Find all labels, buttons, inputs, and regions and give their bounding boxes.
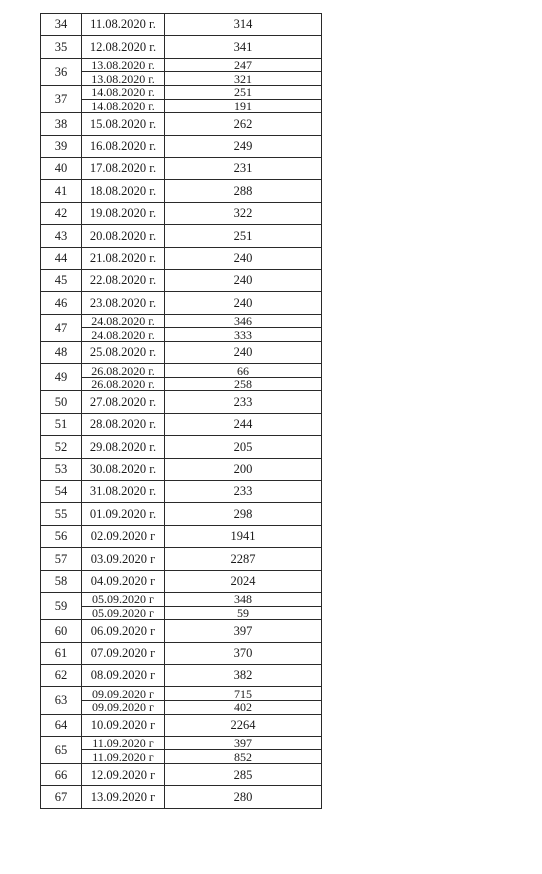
date-cell: 18.08.2020 г. xyxy=(82,180,165,202)
row-number: 61 xyxy=(41,642,82,664)
table-row xyxy=(41,377,322,391)
value-cell: 2287 xyxy=(165,548,322,570)
date-cell: 09.09.2020 г xyxy=(82,700,165,714)
date-cell: 16.08.2020 г. xyxy=(82,135,165,157)
date-cell: 14.08.2020 г. xyxy=(82,85,165,99)
row-number: 48 xyxy=(41,341,82,363)
date-cell: 23.08.2020 г. xyxy=(82,292,165,314)
value-cell: 346 xyxy=(165,314,322,328)
table-row xyxy=(41,72,322,86)
value-cell: 240 xyxy=(165,341,322,363)
date-cell: 26.08.2020 г. xyxy=(82,377,165,391)
date-cell: 02.09.2020 г xyxy=(82,525,165,547)
date-cell: 17.08.2020 г. xyxy=(82,157,165,179)
table-row xyxy=(41,413,322,435)
row-number: 43 xyxy=(41,225,82,247)
value-cell: 852 xyxy=(165,750,322,764)
date-cell: 30.08.2020 г. xyxy=(82,458,165,480)
table-row xyxy=(41,764,322,786)
value-cell: 262 xyxy=(165,113,322,135)
row-number: 41 xyxy=(41,180,82,202)
date-cell: 08.09.2020 г xyxy=(82,664,165,686)
date-cell: 05.09.2020 г xyxy=(82,606,165,620)
table-row xyxy=(41,503,322,525)
table-row xyxy=(41,525,322,547)
row-number: 67 xyxy=(41,786,82,808)
row-number: 52 xyxy=(41,436,82,458)
table-row xyxy=(41,36,322,58)
row-number: 47 xyxy=(41,314,82,341)
date-cell: 25.08.2020 г. xyxy=(82,341,165,363)
date-cell: 19.08.2020 г. xyxy=(82,202,165,224)
data-table-body xyxy=(41,14,322,809)
value-cell: 233 xyxy=(165,391,322,413)
row-number: 49 xyxy=(41,364,82,391)
date-cell: 03.09.2020 г xyxy=(82,548,165,570)
date-cell: 28.08.2020 г. xyxy=(82,413,165,435)
date-cell: 05.09.2020 г xyxy=(82,592,165,606)
table-row xyxy=(41,202,322,224)
row-number: 53 xyxy=(41,458,82,480)
table-row xyxy=(41,458,322,480)
table-row xyxy=(41,14,322,36)
table-row xyxy=(41,620,322,642)
value-cell: 251 xyxy=(165,225,322,247)
value-cell: 298 xyxy=(165,503,322,525)
table-row xyxy=(41,247,322,269)
table-row xyxy=(41,113,322,135)
value-cell: 314 xyxy=(165,14,322,36)
value-cell: 66 xyxy=(165,364,322,378)
value-cell: 382 xyxy=(165,664,322,686)
row-number: 62 xyxy=(41,664,82,686)
date-cell: 29.08.2020 г. xyxy=(82,436,165,458)
table-row xyxy=(41,85,322,99)
date-cell: 22.08.2020 г. xyxy=(82,269,165,291)
row-number: 65 xyxy=(41,736,82,763)
table-row xyxy=(41,750,322,764)
date-cell: 24.08.2020 г. xyxy=(82,328,165,342)
value-cell: 321 xyxy=(165,72,322,86)
table-row xyxy=(41,391,322,413)
row-number: 58 xyxy=(41,570,82,592)
date-cell: 26.08.2020 г. xyxy=(82,364,165,378)
value-cell: 231 xyxy=(165,157,322,179)
value-cell: 285 xyxy=(165,764,322,786)
row-number: 66 xyxy=(41,764,82,786)
row-number: 45 xyxy=(41,269,82,291)
date-cell: 15.08.2020 г. xyxy=(82,113,165,135)
date-cell: 31.08.2020 г. xyxy=(82,481,165,503)
value-cell: 240 xyxy=(165,247,322,269)
value-cell: 240 xyxy=(165,269,322,291)
value-cell: 258 xyxy=(165,377,322,391)
row-number: 36 xyxy=(41,58,82,85)
value-cell: 348 xyxy=(165,592,322,606)
value-cell: 397 xyxy=(165,620,322,642)
date-cell: 14.08.2020 г. xyxy=(82,99,165,113)
date-cell: 13.08.2020 г. xyxy=(82,72,165,86)
value-cell: 249 xyxy=(165,135,322,157)
value-cell: 2024 xyxy=(165,570,322,592)
date-cell: 13.08.2020 г. xyxy=(82,58,165,72)
row-number: 38 xyxy=(41,113,82,135)
table-row xyxy=(41,664,322,686)
table-row xyxy=(41,548,322,570)
date-cell: 06.09.2020 г xyxy=(82,620,165,642)
value-cell: 247 xyxy=(165,58,322,72)
value-cell: 233 xyxy=(165,481,322,503)
table-row xyxy=(41,592,322,606)
value-cell: 370 xyxy=(165,642,322,664)
value-cell: 205 xyxy=(165,436,322,458)
date-cell: 01.09.2020 г. xyxy=(82,503,165,525)
table-row xyxy=(41,58,322,72)
value-cell: 402 xyxy=(165,700,322,714)
table-row xyxy=(41,341,322,363)
table-row xyxy=(41,436,322,458)
date-cell: 20.08.2020 г. xyxy=(82,225,165,247)
row-number: 54 xyxy=(41,481,82,503)
value-cell: 333 xyxy=(165,328,322,342)
date-cell: 13.09.2020 г xyxy=(82,786,165,808)
row-number: 59 xyxy=(41,592,82,619)
row-number: 50 xyxy=(41,391,82,413)
table-row xyxy=(41,99,322,113)
table-row xyxy=(41,135,322,157)
table-row xyxy=(41,570,322,592)
row-number: 56 xyxy=(41,525,82,547)
date-cell: 27.08.2020 г. xyxy=(82,391,165,413)
row-number: 55 xyxy=(41,503,82,525)
table-row xyxy=(41,364,322,378)
row-number: 60 xyxy=(41,620,82,642)
date-cell: 10.09.2020 г xyxy=(82,714,165,736)
table-row xyxy=(41,606,322,620)
row-number: 44 xyxy=(41,247,82,269)
table-row xyxy=(41,687,322,701)
table-row xyxy=(41,786,322,808)
value-cell: 397 xyxy=(165,736,322,750)
table-row xyxy=(41,269,322,291)
table-row xyxy=(41,180,322,202)
data-table xyxy=(40,13,322,809)
table-row xyxy=(41,314,322,328)
row-number: 35 xyxy=(41,36,82,58)
date-cell: 09.09.2020 г xyxy=(82,687,165,701)
value-cell: 288 xyxy=(165,180,322,202)
value-cell: 244 xyxy=(165,413,322,435)
date-cell: 21.08.2020 г. xyxy=(82,247,165,269)
value-cell: 2264 xyxy=(165,714,322,736)
row-number: 37 xyxy=(41,85,82,112)
date-cell: 12.08.2020 г. xyxy=(82,36,165,58)
value-cell: 322 xyxy=(165,202,322,224)
row-number: 51 xyxy=(41,413,82,435)
row-number: 57 xyxy=(41,548,82,570)
date-cell: 12.09.2020 г xyxy=(82,764,165,786)
value-cell: 251 xyxy=(165,85,322,99)
value-cell: 1941 xyxy=(165,525,322,547)
table-row xyxy=(41,157,322,179)
date-cell: 11.08.2020 г. xyxy=(82,14,165,36)
row-number: 34 xyxy=(41,14,82,36)
date-cell: 04.09.2020 г xyxy=(82,570,165,592)
date-cell: 24.08.2020 г. xyxy=(82,314,165,328)
value-cell: 59 xyxy=(165,606,322,620)
row-number: 39 xyxy=(41,135,82,157)
row-number: 63 xyxy=(41,687,82,714)
row-number: 40 xyxy=(41,157,82,179)
table-row xyxy=(41,714,322,736)
row-number: 64 xyxy=(41,714,82,736)
date-cell: 07.09.2020 г xyxy=(82,642,165,664)
table-row xyxy=(41,481,322,503)
value-cell: 280 xyxy=(165,786,322,808)
date-cell: 11.09.2020 г xyxy=(82,750,165,764)
table-row xyxy=(41,225,322,247)
table-row xyxy=(41,736,322,750)
table-row xyxy=(41,700,322,714)
value-cell: 191 xyxy=(165,99,322,113)
row-number: 46 xyxy=(41,292,82,314)
table-row xyxy=(41,328,322,342)
row-number: 42 xyxy=(41,202,82,224)
table-row xyxy=(41,642,322,664)
value-cell: 715 xyxy=(165,687,322,701)
value-cell: 200 xyxy=(165,458,322,480)
table-row xyxy=(41,292,322,314)
value-cell: 341 xyxy=(165,36,322,58)
date-cell: 11.09.2020 г xyxy=(82,736,165,750)
value-cell: 240 xyxy=(165,292,322,314)
